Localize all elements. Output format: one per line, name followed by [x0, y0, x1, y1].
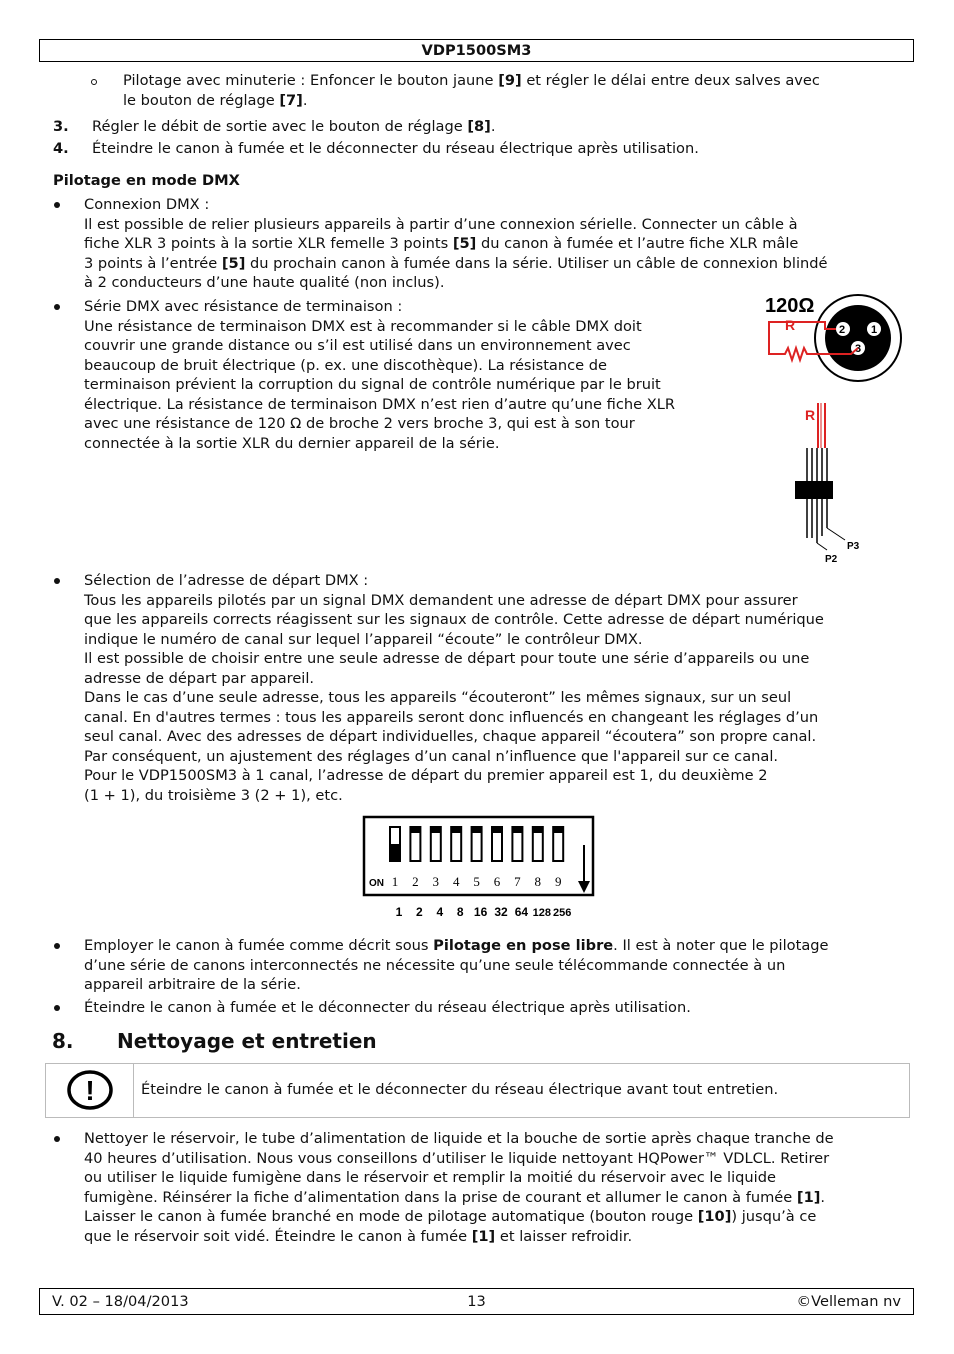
svg-text:P2: P2	[825, 554, 838, 565]
footer-page-number: 13	[467, 1293, 486, 1310]
dip-value-label: 64	[514, 905, 529, 919]
section-number: 8.	[52, 1029, 74, 1053]
warning-box	[45, 1063, 910, 1118]
dip-switch-knob	[410, 827, 420, 833]
dip-value-label: 256	[553, 907, 572, 919]
bullet-icon	[54, 202, 60, 208]
dip-position-label: 1	[391, 874, 399, 889]
bullet-icon	[54, 1136, 60, 1142]
dip-position-label: 9	[554, 874, 562, 889]
header-title: VDP1500SM3	[421, 42, 532, 59]
bullet-icon	[54, 943, 60, 949]
dip-position-label: 8	[534, 874, 542, 889]
dip-switch-knob	[533, 827, 543, 833]
dip-value-label: 8	[456, 905, 464, 919]
bullet-icon	[54, 1005, 60, 1011]
dip-position-label: 4	[452, 874, 460, 889]
bullet-icon	[54, 304, 60, 310]
dip-position-label: 7	[514, 874, 521, 889]
employer-item: Employer le canon à fumée comme décrit sous Pilotage en pose libre. Il est à noter que le pilotage d’une série de canons interconnectés ne nécessite qu’une seule télécommande connectée à un appareil arbitraire de la série.	[84, 937, 829, 993]
dip-value-label: 1	[395, 905, 403, 919]
dip-position-label: 3	[432, 874, 440, 889]
nettoyage-item: Nettoyer le réservoir, le tube d’alimentation de liquide et la bouche de sortie après chaque tranche de 40 heures d’utilisation. Nous vous conseillons d’utiliser le liquide nettoyant HQPower™ VDLCL. Retirer ou utiliser le liquide fumigène dans le réservoir et remplir la moitié du réservoir avec le liquide fumigène. Réinsérer la fiche d’alimentation dans la prise de courant et allumer le canon à fumée [1]. Laisser le canon à fumée branché en mode de pilotage automatique (bouton rouge [10]) jusqu’à ce que le réservoir soit vidé. Éteindre le canon à fumée [1] et laisser refroidir.	[84, 1130, 834, 1245]
warning-icon-cell	[46, 1064, 134, 1117]
connexion-dmx-item: Connexion DMX : Il est possible de relier plusieurs appareils à partir d’une connexion sérielle. Connecter un câble à fiche XLR 3 points à la sortie XLR femelle 3 points [5] du canon à fumée et l’autre fiche XLR mâle 3 points à l’entrée [5] du prochain canon à fumée dans la série. Utiliser un câble de connexion blindé à 2 conducteurs d’une haute qualité (non inclus).	[84, 196, 828, 291]
dip-switch-knob	[492, 827, 502, 833]
xlr-connector-face	[825, 305, 891, 371]
dip-switch-knob	[451, 827, 461, 833]
resistance-label: 120Ω	[765, 295, 815, 317]
dip-switch-knob	[512, 827, 522, 833]
dip-switch-diagram	[362, 815, 598, 925]
svg-text:!: !	[85, 1075, 95, 1106]
footer-brand: ©Velleman nv	[796, 1293, 901, 1310]
footer-version: V. 02 – 18/04/2013	[52, 1293, 189, 1310]
circle-bullet-icon	[91, 79, 97, 85]
serie-dmx-item: Série DMX avec résistance de terminaison : Une résistance de terminaison DMX est à recommander si le câble DMX doit couvrir une grande distance ou s’il est utilisé dans un environnement avec beaucoup de bruit électrique (p. ex. une discothèque). La résistance de terminaison prévient la corruption du signal de contrôle numérique par le bruit électrique. La résistance de terminaison DMX n’est rien d’autre qu’une fiche XLR avec une résistance de 120 Ω de broche 2 vers broche 3, qui est à son tour connectée à la sortie XLR du dernier appareil de la série.	[84, 298, 675, 452]
svg-text:3: 3	[855, 343, 862, 355]
svg-text:P3: P3	[847, 541, 860, 552]
dip-value-label: 128	[532, 907, 551, 919]
dip-position-label: 6	[493, 874, 501, 889]
sub-item-timer: Pilotage avec minuterie : Enfoncer le bouton jaune [9] et régler le délai entre deux salves avec le bouton de réglage [7].	[123, 72, 820, 109]
warning-text: Éteindre le canon à fumée et le déconnecter du réseau électrique avant tout entretien.	[141, 1081, 779, 1098]
page-header	[39, 39, 914, 62]
bullet-icon	[54, 578, 60, 584]
dip-value-label: 16	[473, 905, 488, 919]
dip-value-label: 4	[436, 905, 444, 919]
r-side-label: R	[805, 407, 816, 423]
dip-switch-knob	[553, 827, 563, 833]
step-4-text: Éteindre le canon à fumée et le déconnecter du réseau électrique après utilisation.	[92, 140, 699, 157]
dip-value-label: 32	[494, 905, 508, 919]
dip-switch-knob	[472, 827, 482, 833]
dip-position-label: 2	[412, 874, 419, 889]
dip-switch-knob	[390, 844, 400, 861]
dip-switch-knob	[431, 827, 441, 833]
step-number: 4.	[53, 140, 69, 157]
warning-icon	[46, 1064, 133, 1117]
section-heading-dmx: Pilotage en mode DMX	[53, 172, 240, 189]
r-label: R	[785, 317, 796, 333]
section-title: Nettoyage et entretien	[117, 1029, 377, 1053]
svg-text:2: 2	[839, 324, 846, 336]
dip-value-label: 2	[416, 905, 423, 919]
adresse-dmx-item: Sélection de l’adresse de départ DMX : Tous les appareils pilotés par un signal DMX demandent une adresse de départ DMX pour assurer que les appareils corrects réagissent sur les signaux de contrôle. Cette adresse de départ numérique indique le numéro de canal sur lequel l’appareil “écoute” le contrôleur DMX. Il est possible de choisir entre une seule adresse de départ pour toute une série d’appareils ou une adresse de départ par appareil. Dans le cas d’une seule adresse, tous les appareils “écouteront” les mêmes signaux, sur un seul canal. En d'autres termes : tous les appareils seront donc influencés en changeant les réglages d’un seul canal. Avec des adresses de départ individuelles, chaque appareil “écoutera” son propre canal. Par conséquent, un ajustement des réglages d’un canal n’influence que l'appareil sur ce canal. Pour le VDP1500SM3 à 1 canal, l’adresse de départ du premier appareil est 1, du deuxième 2 (1 + 1), du troisième 3 (2 + 1), etc.	[84, 572, 824, 804]
step-number: 3.	[53, 118, 69, 135]
eteindre-item: Éteindre le canon à fumée et le déconnecter du réseau électrique après utilisation.	[84, 999, 691, 1016]
step-3-text: Régler le débit de sortie avec le bouton de réglage [8].	[92, 118, 496, 135]
dip-position-label: 5	[473, 874, 480, 889]
svg-text:1: 1	[871, 324, 878, 336]
termination-resistor-diagram	[755, 288, 905, 568]
page-footer	[39, 1288, 914, 1315]
dip-on-label: ON	[369, 878, 384, 889]
